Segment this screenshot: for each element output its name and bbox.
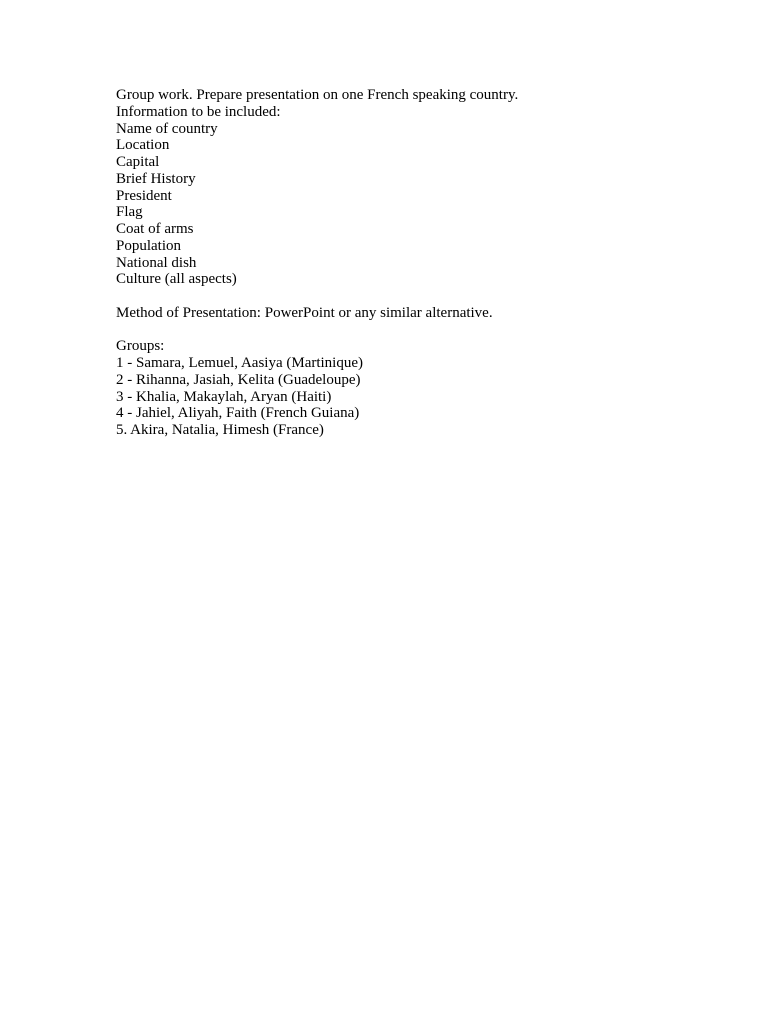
info-item-flag: Flag <box>116 204 143 221</box>
info-item-brief-history: Brief History <box>116 170 196 187</box>
info-heading: Information to be included: <box>116 103 281 120</box>
intro-text: Group work. Prepare presentation on one French speaking country. <box>116 87 519 103</box>
info-item-name-of-country: Name of country <box>116 120 218 137</box>
method-text: Method of Presentation: PowerPoint or any similar alternative. <box>116 304 493 321</box>
group-item-5: 5. Akira, Natalia, Himesh (France) <box>116 422 324 438</box>
paragraph-spacer <box>116 288 716 305</box>
group-item-1: 1 - Samara, Lemuel, Aasiya (Martinique) <box>116 355 364 371</box>
info-item-capital: Capital <box>116 154 160 170</box>
group-item-4: 4 - Jahiel, Aliyah, Faith (French Guiana) <box>116 405 360 422</box>
group-item-2: 2 - Rihanna, Jasiah, Kelita (Guadeloupe) <box>116 371 361 388</box>
group-item-3: 3 - Khalia, Makaylah, Aryan (Haiti) <box>116 388 332 405</box>
info-item-location: Location <box>116 137 170 154</box>
groups-heading: Groups: <box>116 338 165 355</box>
info-item-president: President <box>116 187 172 204</box>
info-item-coat-of-arms: Coat of arms <box>116 221 194 237</box>
paragraph-spacer <box>116 322 716 339</box>
info-item-population: Population <box>116 237 182 254</box>
info-item-national-dish: National dish <box>116 254 197 271</box>
info-item-culture: Culture (all aspects) <box>116 271 237 288</box>
document-body <box>116 87 716 439</box>
